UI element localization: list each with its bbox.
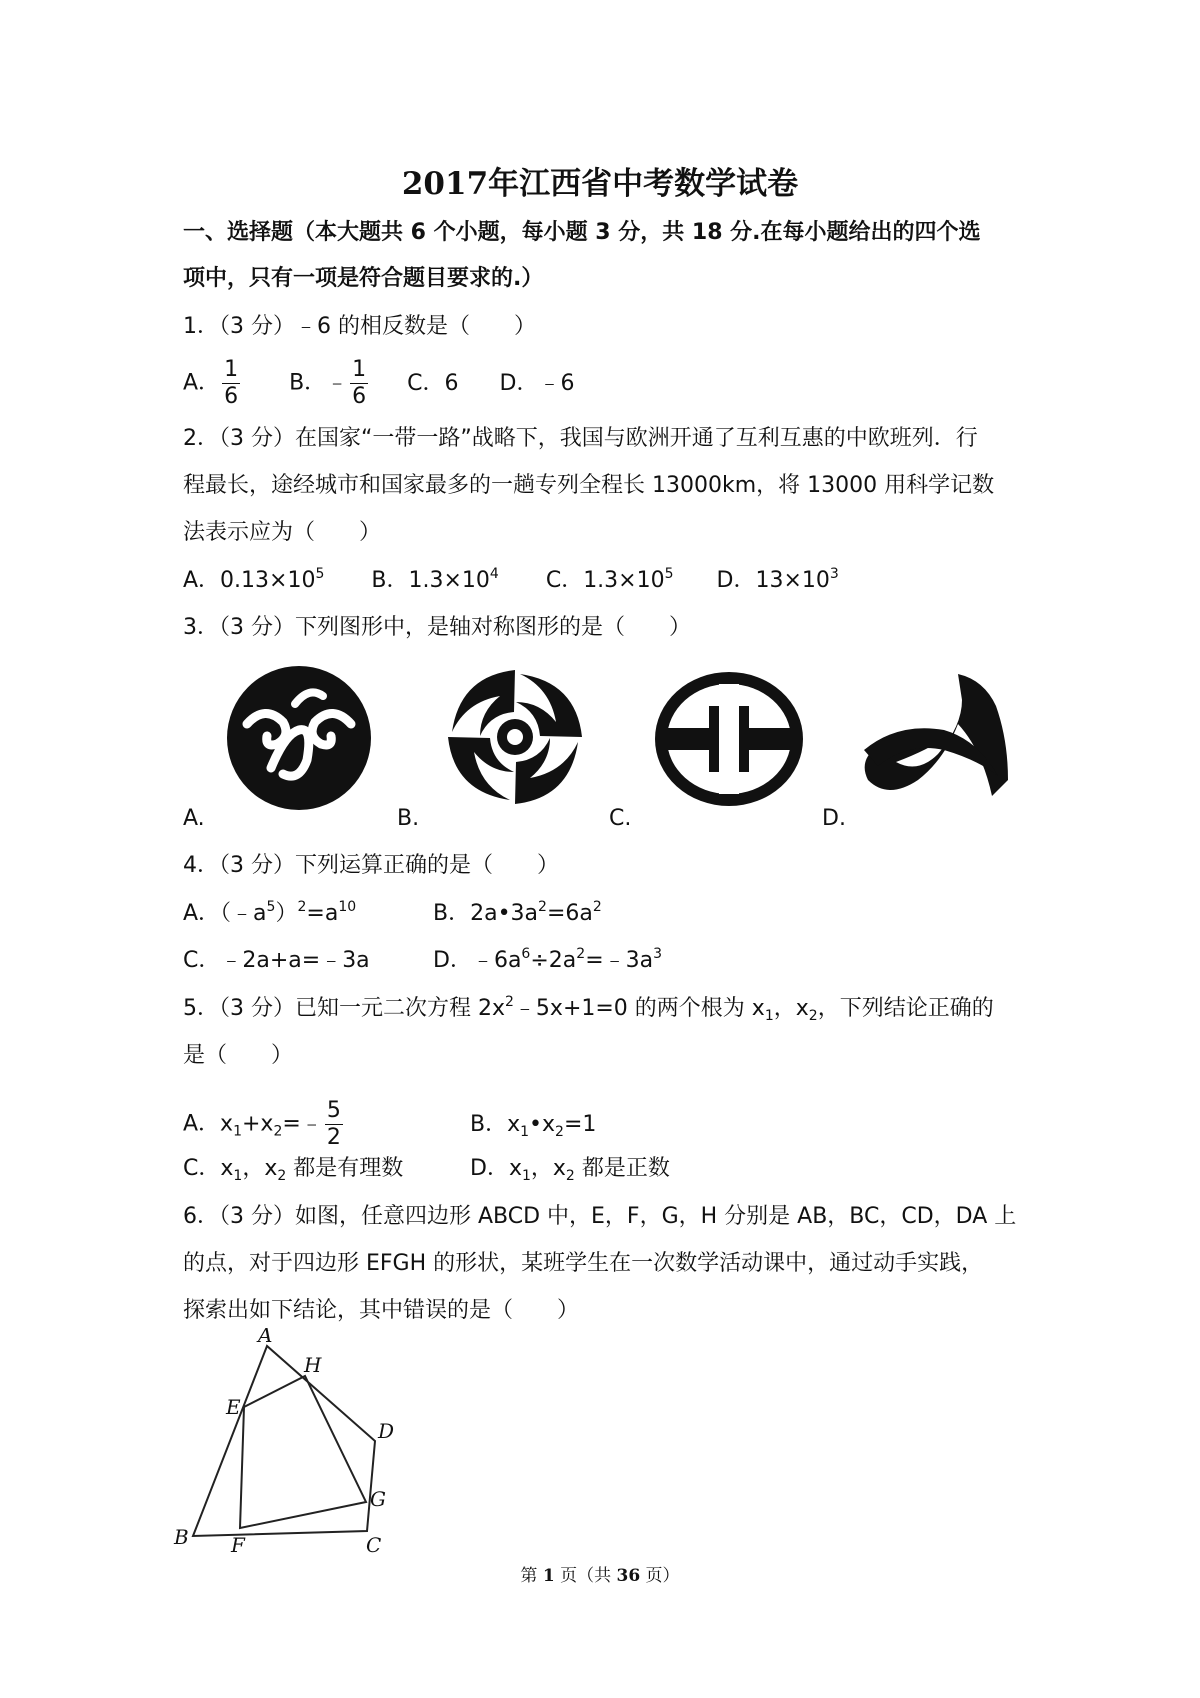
option-a: A．$(﹣a^5)^2=a^{10}$ (183, 899, 357, 926)
question-2-line-2: 程最长，途经城市和国家最多的一趟专列全程长 13000km，将 13000 用科学记数 (183, 473, 995, 498)
spiral-circle-logo-icon (440, 662, 590, 812)
fraction: $\frac{1}{6}$ (352, 357, 367, 409)
swirl-circle-logo-icon (225, 664, 373, 812)
option-d: D．$﹣6a^6\div 2a^2=﹣3a^3$ (433, 946, 663, 973)
point-label-c: C (366, 1533, 382, 1553)
point-label-e: E (226, 1395, 241, 1419)
quadrilateral-diagram (170, 1328, 410, 1553)
point-label-d: D (378, 1419, 395, 1443)
point-label-f: F (231, 1533, 245, 1553)
option-c: C．6 (407, 370, 459, 396)
option-a: A．$0.13\times 10^5$ (183, 566, 325, 593)
option-c: C．$x_1$，$x_2$ 都是有理数 (183, 1156, 404, 1184)
question-1-options (183, 357, 574, 410)
figure-label-a: A. (183, 806, 205, 831)
option-b: B．$1.3\times 10^4$ (371, 566, 499, 593)
question-5-line-2: 是（ ） (183, 1043, 294, 1068)
question-2-options (183, 566, 839, 596)
question-6-line-1: 6．（3 分）如图，任意四边形 ABCD 中，E，F，G，H 分别是 AB，BC，CD，DA 上 (183, 1204, 1017, 1229)
option-c: C．﹣2a+a=﹣3a (183, 948, 370, 973)
option-d: D．$13\times 10^3$ (716, 566, 839, 593)
question-6-line-2: 的点，对于四边形 EFGH 的形状，某班学生在一次数学活动课中，通过动手实践， (183, 1251, 984, 1276)
quadrilateral-abcd (193, 1346, 375, 1536)
fraction: $\frac{1}{6}$ (224, 357, 239, 409)
question-5-line-1: 5．（3 分）已知一元二次方程 $2x^2﹣5x+1=0$ 的两个根为 $x_1$，$x_2$，下列结论正确的 (183, 994, 994, 1024)
page-number-footer: 第 1 页（共 36 页） (520, 1566, 680, 1586)
figure-label-c: C. (609, 806, 632, 831)
option-b: B．$x_1•x_2=1$ (470, 1111, 597, 1140)
question-2-line-1: 2．（3 分）在国家“一带一路”战略下，我国与欧洲开通了互利互惠的中欧班列．行 (183, 426, 978, 451)
figure-label-b: B. (397, 806, 420, 831)
question-5-options-row-1 (183, 1098, 596, 1151)
point-label-g: G (370, 1487, 386, 1511)
point-label-h: H (304, 1353, 322, 1377)
ribbon-logo-icon (858, 670, 1014, 806)
option-d: D．$x_1$，$x_2$ 都是正数 (470, 1156, 670, 1184)
option-a: A．$x_1+x_2=﹣$ $\frac{5}{2}$ (183, 1098, 341, 1150)
figure-label-d: D. (822, 806, 846, 831)
option-b: B．﹣ $\frac{1}{6}$ (289, 357, 367, 409)
question-2-line-3: 法表示应为（ ） (183, 520, 382, 545)
question-3-stem: 3．（3 分）下列图形中，是轴对称图形的是（ ） (183, 615, 691, 640)
section-heading-line-1: 一、选择题（本大题共 6 个小题，每小题 3 分，共 18 分.在每小题给出的四个选 (183, 220, 981, 245)
point-label-b: B (174, 1525, 189, 1549)
option-b: B．$2a•3a^2=6a^2$ (433, 899, 602, 926)
circle-bar-logo-icon (653, 670, 805, 808)
fraction: $\frac{5}{2}$ (326, 1098, 341, 1150)
question-4-options-row-2 (183, 946, 662, 976)
quadrilateral-efgh (240, 1376, 366, 1528)
question-4-options-row-1 (183, 899, 602, 929)
question-6-line-3: 探索出如下结论，其中错误的是（ ） (183, 1298, 580, 1323)
question-4-stem: 4．（3 分）下列运算正确的是（ ） (183, 853, 559, 878)
point-label-a: A (258, 1328, 273, 1347)
option-c: C．$1.3\times 10^5$ (545, 566, 674, 593)
question-5-options-row-2 (183, 1154, 670, 1184)
page-title: 2017年江西省中考数学试卷 (401, 166, 799, 202)
question-1-stem: 1．（3 分）﹣6 的相反数是（ ） (183, 314, 536, 339)
option-d: D．﹣6 (499, 370, 575, 396)
section-heading-line-2: 项中，只有一项是符合题目要求的.） (183, 266, 544, 291)
option-a: A． $\frac{1}{6}$ (183, 357, 239, 409)
